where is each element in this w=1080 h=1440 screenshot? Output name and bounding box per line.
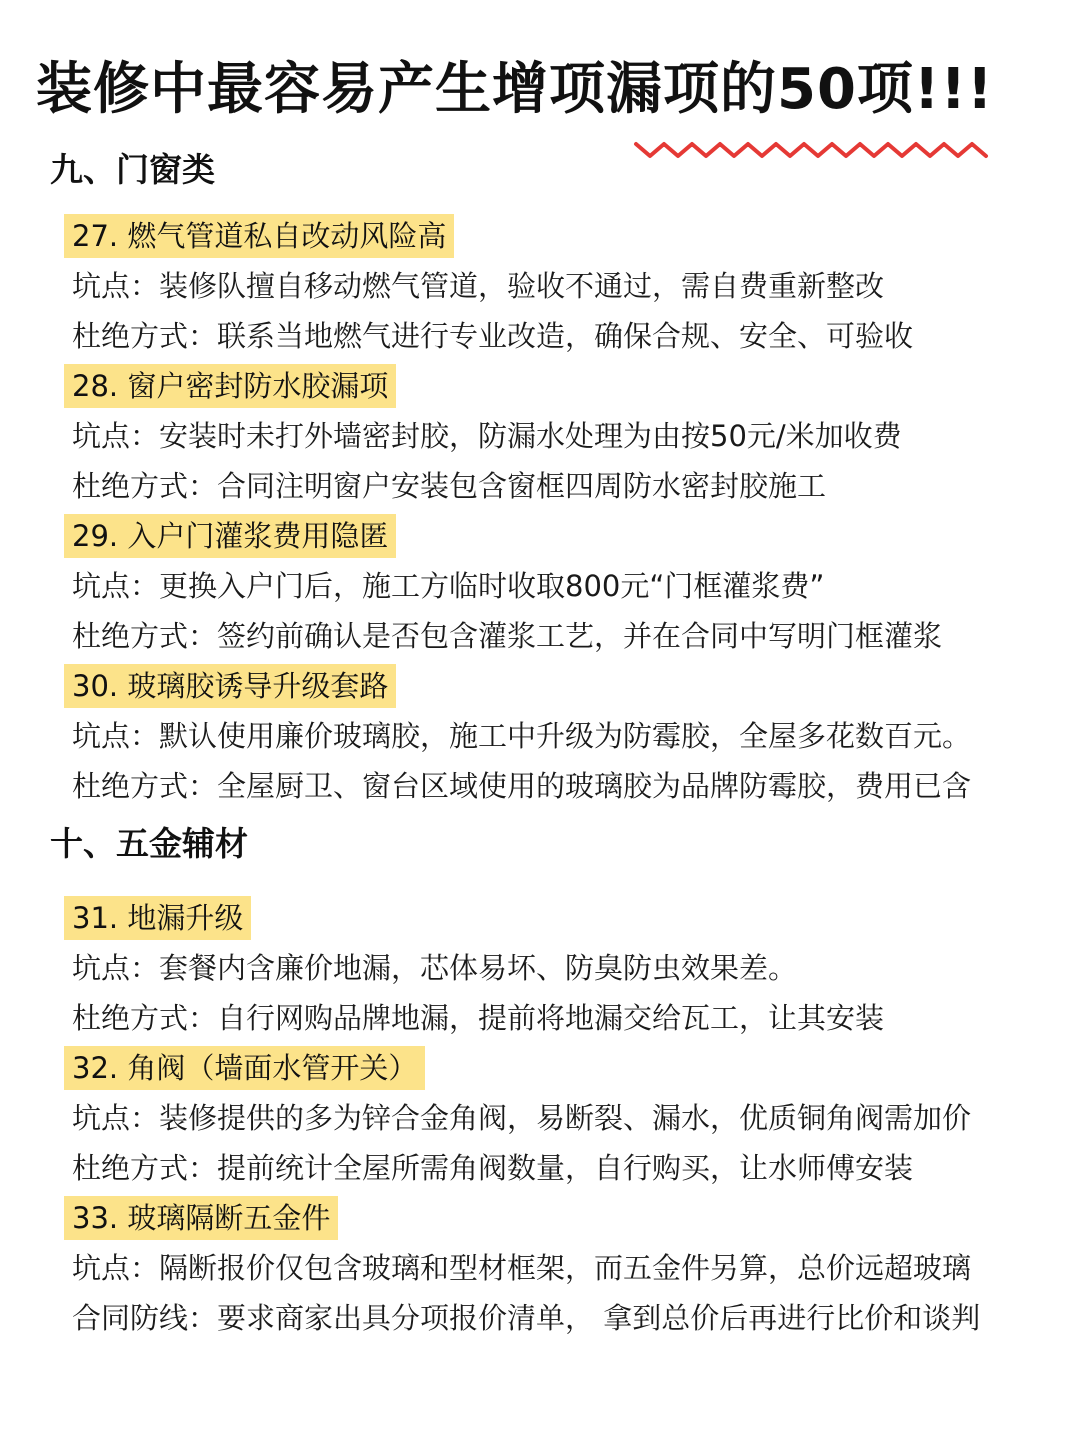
item-title-31: 31. 地漏升级 — [64, 896, 251, 940]
item-27-prevention: 杜绝方式：联系当地燃气进行专业改造，确保合规、安全、可验收 — [72, 319, 914, 353]
page-title: 装修中最容易产生增项漏项的50项!!! — [36, 57, 994, 122]
item-title-27: 27. 燃气管道私自改动风险高 — [64, 214, 454, 258]
item-27-pitfall: 坑点：装修队擅自移动燃气管道，验收不通过，需自费重新整改 — [72, 269, 885, 303]
item-28-pitfall: 坑点：安装时未打外墙密封胶，防漏水处理为由按50元/米加收费 — [72, 419, 902, 453]
item-32-pitfall: 坑点：装修提供的多为锌合金角阀，易断裂、漏水，优质铜角阀需加价 — [72, 1101, 972, 1135]
item-29-pitfall: 坑点：更换入户门后，施工方临时收取800元“门框灌浆费” — [72, 569, 825, 603]
item-31-prevention: 杜绝方式：自行网购品牌地漏，提前将地漏交给瓦工，让其安装 — [72, 1001, 885, 1035]
item-33-contract: 合同防线：要求商家出具分项报价清单， 拿到总价后再进行比价和谈判 — [72, 1301, 981, 1335]
item-title-32: 32. 角阀（墙面水管开关） — [64, 1046, 425, 1090]
section-heading-doors-windows: 九、门窗类 — [50, 150, 215, 189]
red-zigzag-underline — [632, 138, 990, 162]
item-title-30: 30. 玻璃胶诱导升级套路 — [64, 664, 396, 708]
item-31-pitfall: 坑点：套餐内含廉价地漏，芯体易坏、防臭防虫效果差。 — [72, 951, 798, 985]
item-title-33: 33. 玻璃隔断五金件 — [64, 1196, 338, 1240]
item-30-prevention: 杜绝方式：全屋厨卫、窗台区域使用的玻璃胶为品牌防霉胶，费用已含 — [72, 769, 972, 803]
item-33-pitfall: 坑点：隔断报价仅包含玻璃和型材框架，而五金件另算，总价远超玻璃 — [72, 1251, 972, 1285]
item-29-prevention: 杜绝方式：签约前确认是否包含灌浆工艺，并在合同中写明门框灌浆 — [72, 619, 943, 653]
item-30-pitfall: 坑点：默认使用廉价玻璃胶，施工中升级为防霉胶，全屋多花数百元。 — [72, 719, 972, 753]
item-title-29: 29. 入户门灌浆费用隐匿 — [64, 514, 396, 558]
zigzag-line — [636, 144, 986, 156]
section-heading-hardware: 十、五金辅材 — [50, 824, 248, 863]
item-title-28: 28. 窗户密封防水胶漏项 — [64, 364, 396, 408]
item-32-prevention: 杜绝方式：提前统计全屋所需角阀数量，自行购买，让水师傅安装 — [72, 1151, 914, 1185]
item-28-prevention: 杜绝方式：合同注明窗户安装包含窗框四周防水密封胶施工 — [72, 469, 827, 503]
